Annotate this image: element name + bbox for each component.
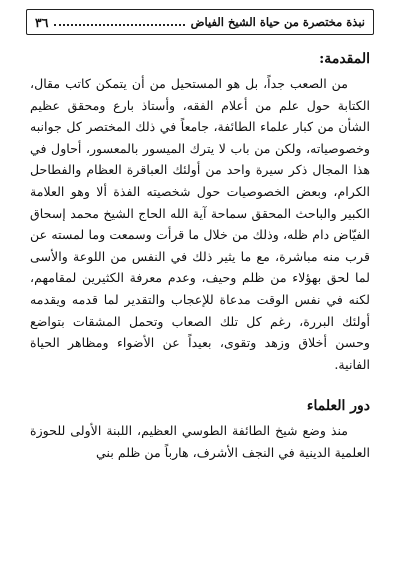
- body-text: [30, 48, 370, 464]
- page-number: ٣٦: [35, 14, 49, 30]
- section-heading-role-of-scholars: دور العلماء: [306, 398, 370, 415]
- introduction-paragraph: من الصعب جداً، بل هو المستحيل من أن يتمكن كاتب مقال، الكتابة حول علم من أعلام الفقه، وأستاذ بارع ومحقق عظيم الشأن من كبار علماء الطائفة، جامعاً في ذلك المختصر كل جوانبه وخصوصياته، ولكن من باب لا يترك الميسور بالمعسور، أحاول في هذا المجال ذكر سيرة واحد من أولئك العباقرة العظام والفطاحل الكرام، وبعض الخصوصيات حول شخصيته الفذة ألا وهو العلامة الكبير والباحث المحقق سماحة آية الله الحاج الشيخ محمد إسحاق الفيّاض دام ظله، وذلك من خلال ما قرأت وسمعت وما لمسته عن قرب منه مباشرة، مع ما يثير ذلك في النفس من اللوعة والأسى لما لحق بهؤلاء من ظلم وحيف، وعدم معرفة الكثيرين لمقامهم، لكنه في نفس الوقت مدعاة للإعجاب والتقدير لما قدمه ويقدمه أولئك البررة، رغم كل تلك الصعاب وتحمل المشقات بتواضع وحسن أخلاق وزهد وتقوى، بعيداً عن الأضواء ومظاهر الحياة الفانية.: [30, 76, 370, 372]
- section-heading-introduction: المقدمة:: [319, 51, 370, 67]
- role-of-scholars-paragraph: منذ وضع شيخ الطائفة الطوسي العظيم، اللبنة الأولى للحوزة العلمية الدينية في النجف الأشرف، هارباً من ظلم بني: [30, 423, 370, 460]
- dotted-leader: [54, 24, 184, 26]
- running-header-title: نبذة مختصرة من حياة الشيخ الفياض: [190, 15, 365, 29]
- running-header: [26, 9, 374, 35]
